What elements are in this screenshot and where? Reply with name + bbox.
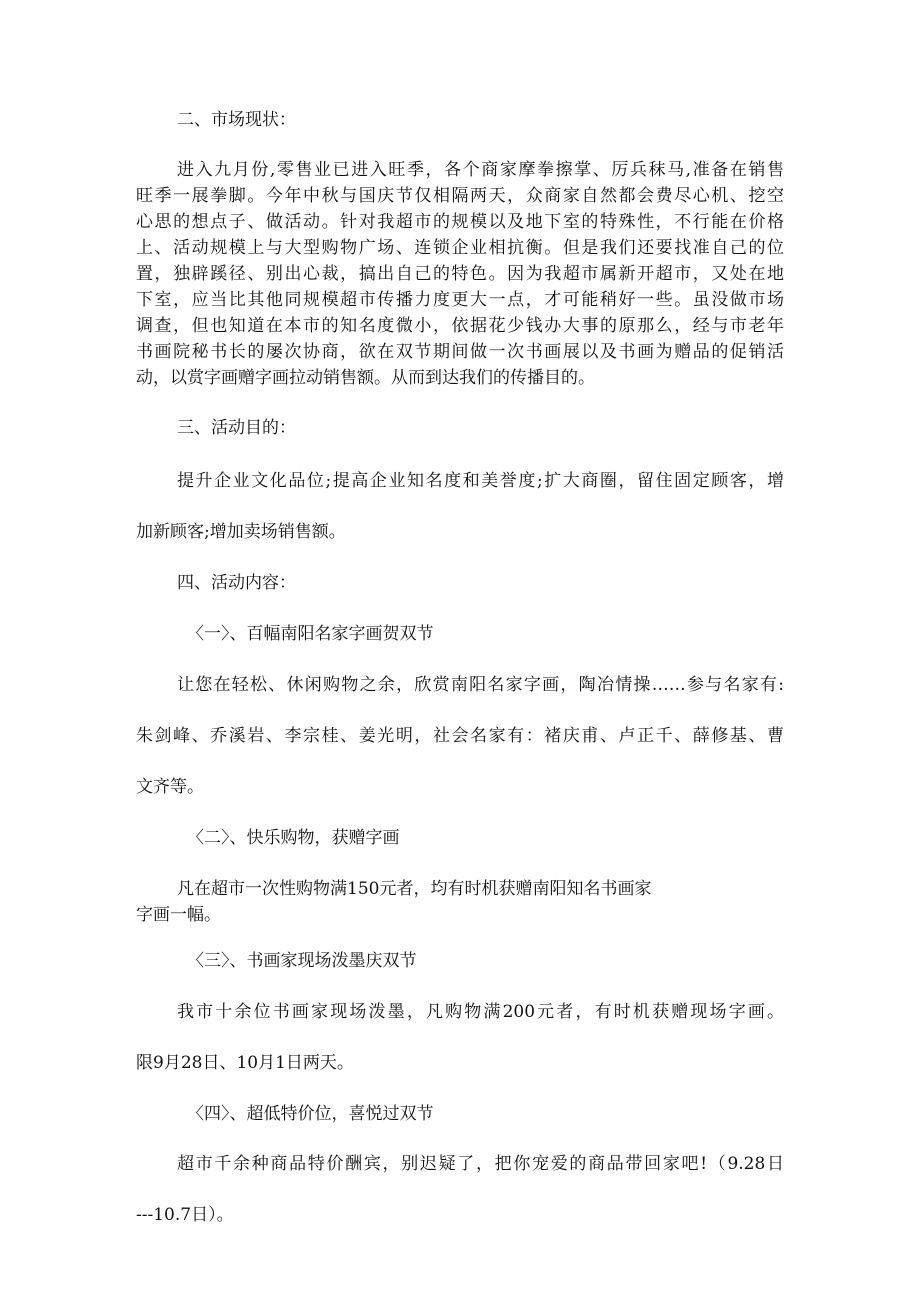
item-title-2: 〈二〉、快乐购物，获赠字画 xyxy=(187,828,400,848)
paragraph-line: 调查，但也知道在本市的知名度微小，依据花少钱办大事的原那么，经与市老年 xyxy=(136,316,784,336)
section-heading-market: 二、市场现状： xyxy=(177,110,296,130)
item-title-4: 〈四〉、超低特价位，喜悦过双节 xyxy=(187,1104,434,1124)
paragraph-line: 动，以赏字画赠字画拉动销售额。从而到达我们的传播目的。 xyxy=(136,368,595,388)
item-title-1: 〈一〉、百幅南阳名家字画贺双节 xyxy=(187,624,434,644)
paragraph-line: 下室，应当比其他同规模超市传播力度更大一点，才可能稍好一些。虽没做市场 xyxy=(136,290,784,310)
section-heading-goal: 三、活动目的： xyxy=(177,418,296,438)
paragraph-line: 置，独辟蹊径、别出心裁，搞出自己的特色。因为我超市属新开超市，又处在地 xyxy=(136,264,784,284)
paragraph-line: 超市千余种商品特价酬宾，别迟疑了，把你宠爱的商品带回家吧!（9.28日 xyxy=(177,1154,784,1174)
paragraph-line: 加新顾客;增加卖场销售额。 xyxy=(136,522,346,542)
paragraph-line: 书画院秘书长的屡次协商，欲在双节期间做一次书画展以及书画为赠品的促销活 xyxy=(136,342,784,362)
paragraph-line: ---10.7日）。 xyxy=(136,1205,234,1225)
paragraph-line: 旺季一展拳脚。今年中秋与国庆节仅相隔两天，众商家自然都会费尽心机、挖空 xyxy=(136,186,784,206)
paragraph-line: 提升企业文化品位;提高企业知名度和美誉度;扩大商圈，留住固定顾客，增 xyxy=(177,471,784,491)
paragraph-line: 我市十余位书画家现场泼墨，凡购物满200元者，有时机获赠现场字画。 xyxy=(177,1002,784,1022)
paragraph-line: 文齐等。 xyxy=(136,777,204,797)
paragraph-line: 朱剑峰、乔溪岩、李宗桂、姜光明，社会名家有：褚庆甫、卢正千、薛修基、曹 xyxy=(136,726,784,746)
paragraph-line: 凡在超市一次性购物满150元者，均有时机获赠南阳知名书画家 xyxy=(177,879,652,899)
paragraph-line: 让您在轻松、休闲购物之余，欣赏南阳名家字画，陶冶情操……参与名家有: xyxy=(177,675,784,695)
paragraph-line: 字画一幅。 xyxy=(136,905,221,925)
item-title-3: 〈三〉、书画家现场泼墨庆双节 xyxy=(187,951,417,971)
paragraph-line: 进入九月份,零售业已进入旺季，各个商家摩拳擦掌、厉兵秣马,准备在销售 xyxy=(177,160,784,180)
paragraph-line: 限9月28日、10月1日两天。 xyxy=(136,1053,354,1073)
paragraph-line: 上、活动规模上与大型购物广场、连锁企业相抗衡。但是我们还要找准自己的位 xyxy=(136,238,784,258)
paragraph-line: 心思的想点子、做活动。针对我超市的规模以及地下室的特殊性，不行能在价格 xyxy=(136,212,784,232)
section-heading-content: 四、活动内容： xyxy=(177,573,296,593)
